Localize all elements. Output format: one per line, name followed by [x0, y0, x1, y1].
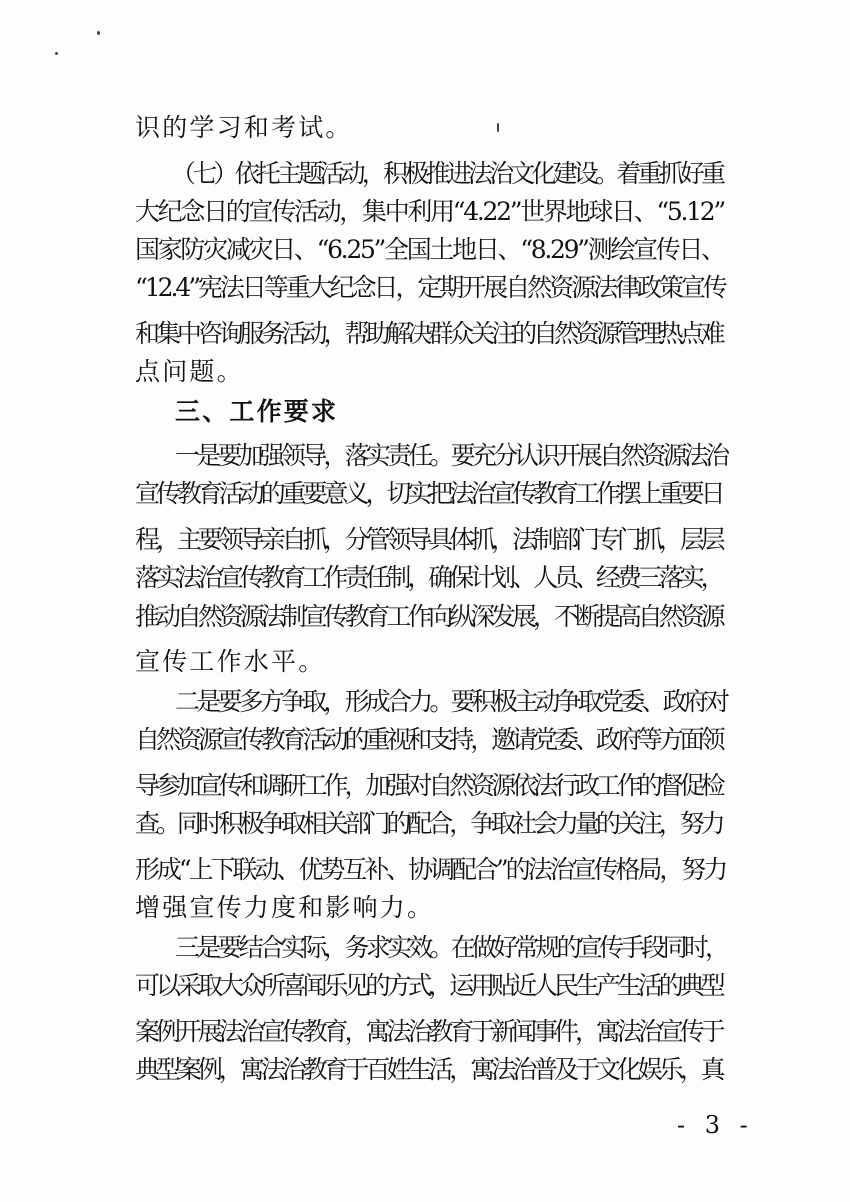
text-line: 查。同时积极争取相关部门的配合，争取社会力量的关注，努力 — [135, 809, 722, 838]
text-line: 识的学习和考试。 — [135, 113, 353, 142]
page-number: - 3 - — [677, 1111, 754, 1139]
text-line: 和集中咨询服务活动，帮助解决群众关注的自然资源管理热点难 — [135, 319, 722, 348]
scan-speck — [55, 52, 58, 55]
text-line: 案例开展法治宣传教育，寓法治教育于新闻事件，寓法治宣传于 — [135, 1017, 722, 1046]
section-heading: 三、工作要求 — [175, 397, 339, 426]
text-line: 落实法治宣传教育工作责任制，确保计划、人员、经费三落实， — [135, 563, 722, 592]
text-line: 宣传教育活动的重要意义，切实把法治宣传教育工作摆上重要日 — [135, 479, 722, 508]
text-line: 推动自然资源法制宣传教育工作向纵深发展，不断提高自然资源 — [135, 602, 722, 631]
text-line: 宣传工作水平。 — [135, 647, 326, 676]
text-line: 典型案例，寓法治教育于百姓生活，寓法治普及于文化娱乐，真 — [135, 1055, 722, 1084]
text-line: 可以采取大众所喜闻乐见的方式，运用贴近人民生产生活的典型 — [135, 971, 722, 1000]
text-line: （七）依托主题活动，积极推进法治文化建设。着重抓好重 — [171, 159, 723, 188]
text-line: 国家防灾减灾日、“6.25”全国土地日、“8.29”测绘宣传日、 — [135, 235, 724, 264]
text-line: 二是要多方争取，形成合力。要积极主动争取党委、政府对 — [175, 687, 727, 716]
text-line: 点问题。 — [135, 357, 244, 386]
text-line: “12.4”宪法日等重大纪念日，定期开展自然资源法律政策宣传 — [135, 273, 725, 302]
text-line: 增强宣传力度和影响力。 — [135, 893, 435, 922]
text-line: 大纪念日的宣传活动，集中利用“4.22”世界地球日、“5.12” — [135, 197, 724, 226]
text-line: 形成“上下联动、优势互补、协调配合”的法治宣传格局，努力 — [135, 855, 726, 884]
text-line: 自然资源宣传教育活动的重视和支持，邀请党委、政府等方面领 — [135, 725, 722, 754]
text-line: 程，主要领导亲自抓，分管领导具体抓，法制部门专门抓，层层 — [135, 525, 722, 554]
text-line: 导参加宣传和调研工作，加强对自然资源依法行政工作的督促检 — [135, 771, 722, 800]
scan-speck — [497, 123, 499, 132]
text-line: 一是要加强领导，落实责任。要充分认识开展自然资源法治 — [175, 441, 727, 470]
scan-speck — [97, 31, 100, 35]
text-line: 三是要结合实际，务求实效。在做好常规的宣传手段同时， — [175, 933, 727, 962]
